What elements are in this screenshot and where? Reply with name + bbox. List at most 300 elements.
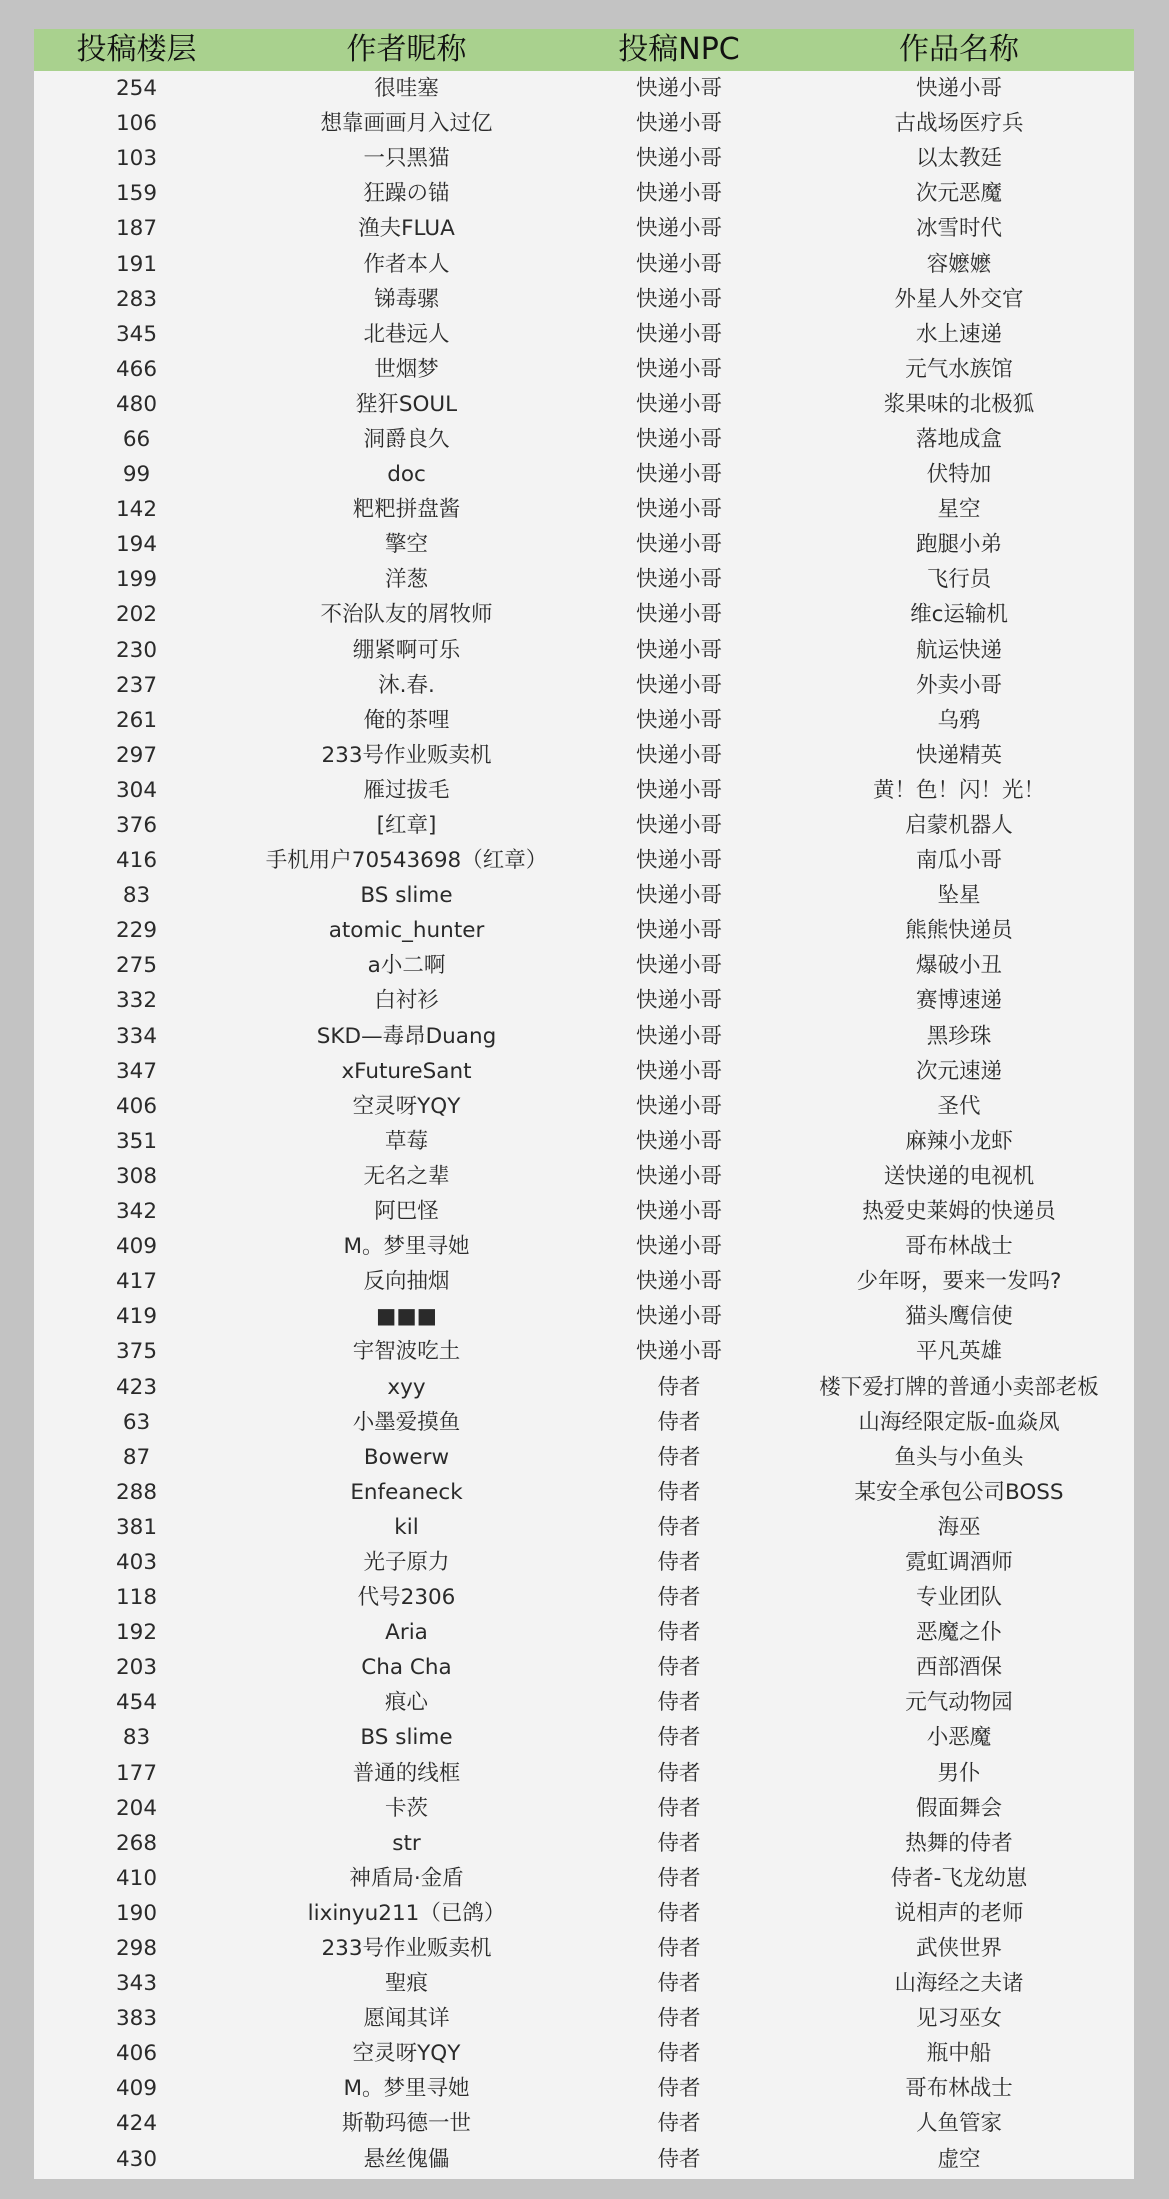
cell-npc: 快递小哥: [635, 1023, 722, 1049]
table-row: [34, 1264, 1134, 1299]
table-row: [34, 246, 1134, 281]
cell-author: 悬丝傀儡: [363, 2146, 450, 2172]
table-row: [34, 422, 1134, 457]
cell-npc: 快递小哥: [635, 813, 722, 839]
cell-work: 见习巫女: [915, 2006, 1002, 2032]
cell-floor: 480: [115, 391, 158, 417]
cell-npc: 快递小哥: [635, 637, 722, 663]
cell-floor: 106: [115, 111, 158, 137]
table-row: [34, 1510, 1134, 1545]
cell-work: 平凡英雄: [915, 1339, 1002, 1365]
table-row: [34, 141, 1134, 176]
cell-floor: 304: [115, 777, 158, 803]
cell-work: 少年呀，要来一发吗?: [856, 1269, 1062, 1295]
table-row: [34, 1791, 1134, 1826]
cell-work: 外星人外交官: [894, 286, 1024, 312]
cell-floor: 375: [115, 1339, 158, 1365]
cell-floor: 191: [115, 251, 158, 277]
cell-npc: 快递小哥: [635, 1269, 722, 1295]
cell-author: lixinyu211（已鸽）: [307, 1900, 506, 1926]
cell-author: M。梦里寻她: [343, 2076, 470, 2102]
cell-author: 粑粑拼盘酱: [352, 497, 461, 523]
cell-npc: 快递小哥: [635, 251, 722, 277]
table-row: [34, 211, 1134, 246]
cell-npc: 快递小哥: [635, 391, 722, 417]
cell-npc: 快递小哥: [635, 1163, 722, 1189]
cell-work: 霓虹调酒师: [905, 1549, 1013, 1575]
cell-work: 元气动物园: [905, 1690, 1013, 1716]
cell-author: 想靠画画月入过亿: [320, 111, 493, 137]
cell-author: 作者本人: [363, 251, 450, 277]
cell-work: 古战场医疗兵: [894, 111, 1024, 137]
cell-work: 维c运输机: [910, 602, 1008, 628]
table-row: [34, 71, 1134, 106]
cell-floor: 159: [115, 181, 158, 207]
table-row: [34, 1861, 1134, 1896]
cell-floor: 417: [115, 1269, 158, 1295]
cell-npc: 侍者: [657, 1409, 701, 1435]
cell-work: 说相声的老师: [894, 1900, 1024, 1926]
table-row: [34, 317, 1134, 352]
cell-npc: 快递小哥: [635, 988, 722, 1014]
table-row: [34, 1931, 1134, 1966]
cell-floor: 410: [115, 1865, 158, 1891]
cell-floor: 454: [115, 1690, 158, 1716]
cell-work: 男仆: [937, 1760, 981, 1786]
table-row: [34, 352, 1134, 387]
cell-author: Bowerw: [363, 1444, 450, 1470]
cell-work: 快递精英: [915, 742, 1002, 768]
cell-npc: 快递小哥: [635, 1058, 722, 1084]
table-row: [34, 1229, 1134, 1264]
table-row: [34, 1720, 1134, 1755]
cell-npc: 快递小哥: [635, 321, 722, 347]
table-row: [34, 1896, 1134, 1931]
table-row: [34, 1826, 1134, 1861]
cell-work: 山海经之夫诸: [894, 1971, 1024, 1997]
cell-author: 狴犴SOUL: [355, 391, 458, 417]
cell-author: 代号2306: [357, 1585, 456, 1611]
cell-floor: 466: [115, 356, 158, 382]
table-row: [34, 1369, 1134, 1404]
cell-work: 容嬷嬷: [926, 251, 992, 277]
cell-work: 哥布林战士: [905, 2076, 1013, 2102]
cell-floor: 416: [115, 848, 158, 874]
cell-work: 热爱史莱姆的快递员: [862, 1199, 1056, 1225]
cell-floor: 66: [122, 426, 151, 452]
cell-floor: 351: [115, 1128, 158, 1154]
cell-author: 绷紧啊可乐: [352, 637, 461, 663]
table-row: [34, 1405, 1134, 1440]
cell-author: 233号作业贩卖机: [321, 742, 492, 768]
cell-npc: 侍者: [657, 1690, 701, 1716]
table-row: [34, 878, 1134, 913]
table-row: [34, 1756, 1134, 1791]
cell-work: 星空: [937, 497, 981, 523]
cell-author: BS slime: [360, 883, 453, 909]
table-row: [34, 913, 1134, 948]
cell-author: str: [392, 1830, 421, 1856]
cell-floor: 275: [115, 953, 158, 979]
table-row: [34, 1580, 1134, 1615]
cell-work: 圣代: [937, 1093, 981, 1119]
cell-npc: 快递小哥: [635, 883, 722, 909]
cell-floor: 118: [115, 1585, 158, 1611]
cell-floor: 192: [115, 1620, 158, 1646]
cell-floor: 332: [115, 988, 158, 1014]
cell-work: 南瓜小哥: [915, 848, 1002, 874]
cell-floor: 202: [115, 602, 158, 628]
cell-floor: 381: [115, 1514, 158, 1540]
cell-author: SKD—毒昂Duang: [316, 1023, 497, 1049]
cell-author: [红章]: [376, 813, 437, 839]
table-row: [34, 983, 1134, 1018]
table-row: [34, 387, 1134, 422]
table-row: [34, 562, 1134, 597]
cell-work: 某安全承包公司BOSS: [854, 1479, 1064, 1505]
table-row: [34, 1545, 1134, 1580]
cell-author: 反向抽烟: [363, 1269, 450, 1295]
cell-author: 普通的线框: [352, 1760, 461, 1786]
cell-floor: 403: [115, 1549, 158, 1575]
cell-floor: 87: [122, 1444, 151, 1470]
cell-author: Cha Cha: [361, 1655, 452, 1681]
table-row: [34, 1685, 1134, 1720]
cell-npc: 侍者: [657, 2146, 701, 2172]
cell-author: 草莓: [384, 1128, 428, 1154]
cell-floor: 406: [115, 2041, 158, 2067]
table-row: [34, 1334, 1134, 1369]
cell-npc: 快递小哥: [635, 356, 722, 382]
cell-author: 手机用户70543698（红章）: [265, 848, 548, 874]
table-row: [34, 633, 1134, 668]
cell-npc: 快递小哥: [635, 918, 722, 944]
table-row: [34, 1440, 1134, 1475]
table-row: [34, 1089, 1134, 1124]
cell-npc: 快递小哥: [635, 672, 722, 698]
cell-author: 很哇塞: [374, 76, 439, 102]
cell-work: 小恶魔: [926, 1725, 992, 1751]
cell-author: 光子原力: [363, 1549, 450, 1575]
cell-author: M。梦里寻她: [343, 1234, 470, 1260]
cell-work: 楼下爱打牌的普通小卖部老板: [819, 1374, 1099, 1400]
table-row: [34, 1019, 1134, 1054]
cell-work: 冰雪时代: [915, 216, 1002, 242]
cell-floor: 194: [115, 532, 158, 558]
table-row: [34, 1299, 1134, 1334]
cell-author: doc: [387, 462, 426, 488]
cell-floor: 268: [115, 1830, 158, 1856]
cell-work: 水上速递: [915, 321, 1002, 347]
cell-floor: 383: [115, 2006, 158, 2032]
table-header-row: [34, 29, 1134, 71]
cell-work: 猫头鹰信使: [905, 1304, 1013, 1330]
cell-work: 元气水族馆: [905, 356, 1013, 382]
cell-author: 愿闻其详: [363, 2006, 450, 2032]
cell-author: 擎空: [384, 532, 428, 558]
cell-author: xyy: [387, 1374, 426, 1400]
header-author: 作者昵称: [346, 32, 467, 67]
cell-author: 洞爵良久: [363, 426, 450, 452]
cell-floor: 288: [115, 1479, 158, 1505]
cell-work: 侍者-飞龙幼崽: [890, 1865, 1028, 1891]
cell-npc: 侍者: [657, 1760, 701, 1786]
table-row: [34, 2001, 1134, 2036]
cell-floor: 99: [122, 462, 151, 488]
cell-floor: 406: [115, 1093, 158, 1119]
table-row: [34, 1194, 1134, 1229]
cell-author: 沐.春.: [378, 672, 435, 698]
cell-floor: 347: [115, 1058, 158, 1084]
cell-author: 痕心: [384, 1690, 428, 1716]
cell-npc: 快递小哥: [635, 426, 722, 452]
table-row: [34, 527, 1134, 562]
cell-npc: 快递小哥: [635, 76, 722, 102]
cell-npc: 侍者: [657, 1795, 701, 1821]
cell-work: 快递小哥: [915, 76, 1002, 102]
spreadsheet-table: [34, 29, 1134, 2179]
cell-author: 世烟梦: [374, 356, 439, 382]
cell-npc: 快递小哥: [635, 181, 722, 207]
cell-floor: 343: [115, 1971, 158, 1997]
cell-work: 山海经限定版-血焱凤: [858, 1409, 1060, 1435]
cell-work: 伏特加: [926, 462, 992, 488]
cell-npc: 快递小哥: [635, 777, 722, 803]
cell-npc: 快递小哥: [635, 1339, 722, 1365]
cell-author: 聖痕: [384, 1971, 428, 1997]
cell-npc: 快递小哥: [635, 1128, 722, 1154]
cell-work: 人鱼管家: [915, 2111, 1002, 2137]
table-row: [34, 843, 1134, 878]
cell-work: 哥布林战士: [905, 1234, 1013, 1260]
cell-work: 熊熊快递员: [905, 918, 1013, 944]
table-row: [34, 668, 1134, 703]
cell-work: 爆破小丑: [915, 953, 1002, 979]
cell-author: Aria: [385, 1620, 428, 1646]
table-row: [34, 1159, 1134, 1194]
cell-floor: 177: [115, 1760, 158, 1786]
cell-author: 锑毒骡: [374, 286, 439, 312]
cell-work: 落地成盒: [915, 426, 1002, 452]
table-row: [34, 2036, 1134, 2071]
cell-floor: 229: [115, 918, 158, 944]
cell-author: 小墨爱摸鱼: [352, 1409, 461, 1435]
cell-work: 麻辣小龙虾: [905, 1128, 1013, 1154]
cell-npc: 快递小哥: [635, 953, 722, 979]
cell-author: Enfeaneck: [350, 1479, 463, 1505]
cell-author: 宇智波吃土: [352, 1339, 461, 1365]
cell-floor: 419: [115, 1304, 158, 1330]
cell-author: a小二啊: [367, 953, 446, 979]
cell-floor: 423: [115, 1374, 158, 1400]
cell-npc: 侍者: [657, 1655, 701, 1681]
cell-floor: 308: [115, 1163, 158, 1189]
table-row: [34, 1124, 1134, 1159]
header-npc: 投稿NPC: [618, 32, 740, 67]
cell-floor: 83: [122, 883, 151, 909]
cell-npc: 快递小哥: [635, 1199, 722, 1225]
cell-npc: 侍者: [657, 1620, 701, 1646]
cell-npc: 侍者: [657, 1444, 701, 1470]
table-body: [34, 71, 1134, 2177]
cell-floor: 283: [115, 286, 158, 312]
table-row: [34, 2071, 1134, 2106]
cell-npc: 快递小哥: [635, 848, 722, 874]
cell-author: 233号作业贩卖机: [321, 1936, 492, 1962]
cell-floor: 204: [115, 1795, 158, 1821]
cell-npc: 快递小哥: [635, 111, 722, 137]
cell-floor: 187: [115, 216, 158, 242]
cell-floor: 103: [115, 146, 158, 172]
cell-npc: 侍者: [657, 1725, 701, 1751]
cell-work: 次元速递: [915, 1058, 1002, 1084]
cell-floor: 230: [115, 637, 158, 663]
table-row: [34, 1475, 1134, 1510]
cell-floor: 424: [115, 2111, 158, 2137]
cell-work: 假面舞会: [915, 1795, 1002, 1821]
cell-npc: 快递小哥: [635, 216, 722, 242]
cell-author: 洋葱: [384, 567, 428, 593]
cell-npc: 侍者: [657, 1549, 701, 1575]
cell-work: 武侠世界: [915, 1936, 1002, 1962]
cell-floor: 261: [115, 707, 158, 733]
cell-author: ■■■: [376, 1304, 437, 1330]
cell-work: 送快递的电视机: [883, 1163, 1035, 1189]
cell-work: 赛博速递: [915, 988, 1002, 1014]
cell-work: 鱼头与小鱼头: [894, 1444, 1024, 1470]
cell-author: 卡茨: [384, 1795, 428, 1821]
table-row: [34, 808, 1134, 843]
cell-author: 白衬衫: [374, 988, 439, 1014]
cell-author: atomic_hunter: [328, 918, 485, 944]
cell-floor: 63: [122, 1409, 151, 1435]
cell-work: 外卖小哥: [915, 672, 1002, 698]
cell-author: xFutureSant: [341, 1058, 472, 1084]
cell-floor: 376: [115, 813, 158, 839]
cell-floor: 142: [115, 497, 158, 523]
cell-work: 瓶中船: [926, 2041, 992, 2067]
cell-npc: 快递小哥: [635, 602, 722, 628]
table-row: [34, 492, 1134, 527]
header-work: 作品名称: [899, 32, 1019, 67]
cell-author: 一只黑猫: [363, 146, 450, 172]
table-row: [34, 282, 1134, 317]
table-row: [34, 773, 1134, 808]
cell-work: 黄！色！闪！光！: [872, 777, 1045, 803]
table-row: [34, 738, 1134, 773]
cell-npc: 快递小哥: [635, 1304, 722, 1330]
cell-npc: 侍者: [657, 1971, 701, 1997]
cell-npc: 快递小哥: [635, 707, 722, 733]
cell-work: 海巫: [937, 1514, 981, 1540]
cell-author: kil: [394, 1514, 419, 1540]
cell-npc: 快递小哥: [635, 742, 722, 768]
cell-work: 坠星: [937, 883, 981, 909]
cell-floor: 203: [115, 1655, 158, 1681]
cell-floor: 190: [115, 1900, 158, 1926]
cell-author: 北巷远人: [363, 321, 450, 347]
cell-npc: 侍者: [657, 2006, 701, 2032]
cell-npc: 侍者: [657, 1479, 701, 1505]
cell-npc: 快递小哥: [635, 532, 722, 558]
table-row: [34, 176, 1134, 211]
cell-floor: 409: [115, 2076, 158, 2102]
table-row: [34, 703, 1134, 738]
table-row: [34, 1966, 1134, 2001]
cell-author: 狂躁の锚: [363, 181, 450, 207]
cell-npc: 侍者: [657, 1514, 701, 1540]
cell-work: 以太教廷: [915, 146, 1002, 172]
cell-work: 启蒙机器人: [905, 813, 1013, 839]
cell-floor: 334: [115, 1023, 158, 1049]
cell-floor: 297: [115, 742, 158, 768]
table-row: [34, 948, 1134, 983]
cell-author: 无名之辈: [363, 1163, 450, 1189]
cell-npc: 快递小哥: [635, 286, 722, 312]
cell-floor: 298: [115, 1936, 158, 1962]
table-row: [34, 2142, 1134, 2177]
cell-npc: 侍者: [657, 2111, 701, 2137]
cell-floor: 409: [115, 1234, 158, 1260]
table-row: [34, 597, 1134, 632]
cell-npc: 快递小哥: [635, 1093, 722, 1119]
table-row: [34, 2106, 1134, 2141]
cell-author: 空灵呀YQY: [352, 2041, 461, 2067]
cell-work: 虚空: [937, 2146, 981, 2172]
cell-npc: 快递小哥: [635, 497, 722, 523]
table-row: [34, 1650, 1134, 1685]
cell-work: 专业团队: [915, 1585, 1002, 1611]
cell-author: 俺的茶哩: [363, 707, 450, 733]
cell-work: 西部酒保: [915, 1655, 1002, 1681]
cell-npc: 侍者: [657, 1374, 701, 1400]
cell-npc: 侍者: [657, 1585, 701, 1611]
cell-floor: 254: [115, 76, 158, 102]
table-row: [34, 1054, 1134, 1089]
cell-npc: 侍者: [657, 1936, 701, 1962]
cell-floor: 237: [115, 672, 158, 698]
cell-work: 飞行员: [926, 567, 992, 593]
cell-author: 不治队友的屑牧师: [320, 602, 493, 628]
cell-npc: 快递小哥: [635, 567, 722, 593]
cell-work: 黑珍珠: [926, 1023, 992, 1049]
cell-work: 航运快递: [915, 637, 1002, 663]
cell-work: 恶魔之仆: [915, 1620, 1002, 1646]
cell-author: 渔夫FLUA: [358, 216, 455, 242]
cell-npc: 侍者: [657, 1830, 701, 1856]
cell-npc: 快递小哥: [635, 1234, 722, 1260]
cell-floor: 199: [115, 567, 158, 593]
cell-npc: 快递小哥: [635, 146, 722, 172]
cell-author: 阿巴怪: [374, 1199, 439, 1225]
cell-floor: 430: [115, 2146, 158, 2172]
cell-work: 浆果味的北极狐: [883, 391, 1035, 417]
table-row: [34, 1615, 1134, 1650]
cell-npc: 快递小哥: [635, 462, 722, 488]
cell-author: 神盾局·金盾: [349, 1865, 464, 1891]
table-row: [34, 457, 1134, 492]
cell-author: BS slime: [360, 1725, 453, 1751]
cell-author: 斯勒玛德一世: [341, 2111, 471, 2137]
header-floor: 投稿楼层: [76, 32, 197, 67]
cell-floor: 342: [115, 1199, 158, 1225]
cell-author: 雁过拔毛: [363, 777, 450, 803]
cell-npc: 侍者: [657, 1865, 701, 1891]
cell-npc: 侍者: [657, 1900, 701, 1926]
cell-work: 跑腿小弟: [915, 532, 1002, 558]
cell-npc: 侍者: [657, 2041, 701, 2067]
cell-floor: 345: [115, 321, 158, 347]
